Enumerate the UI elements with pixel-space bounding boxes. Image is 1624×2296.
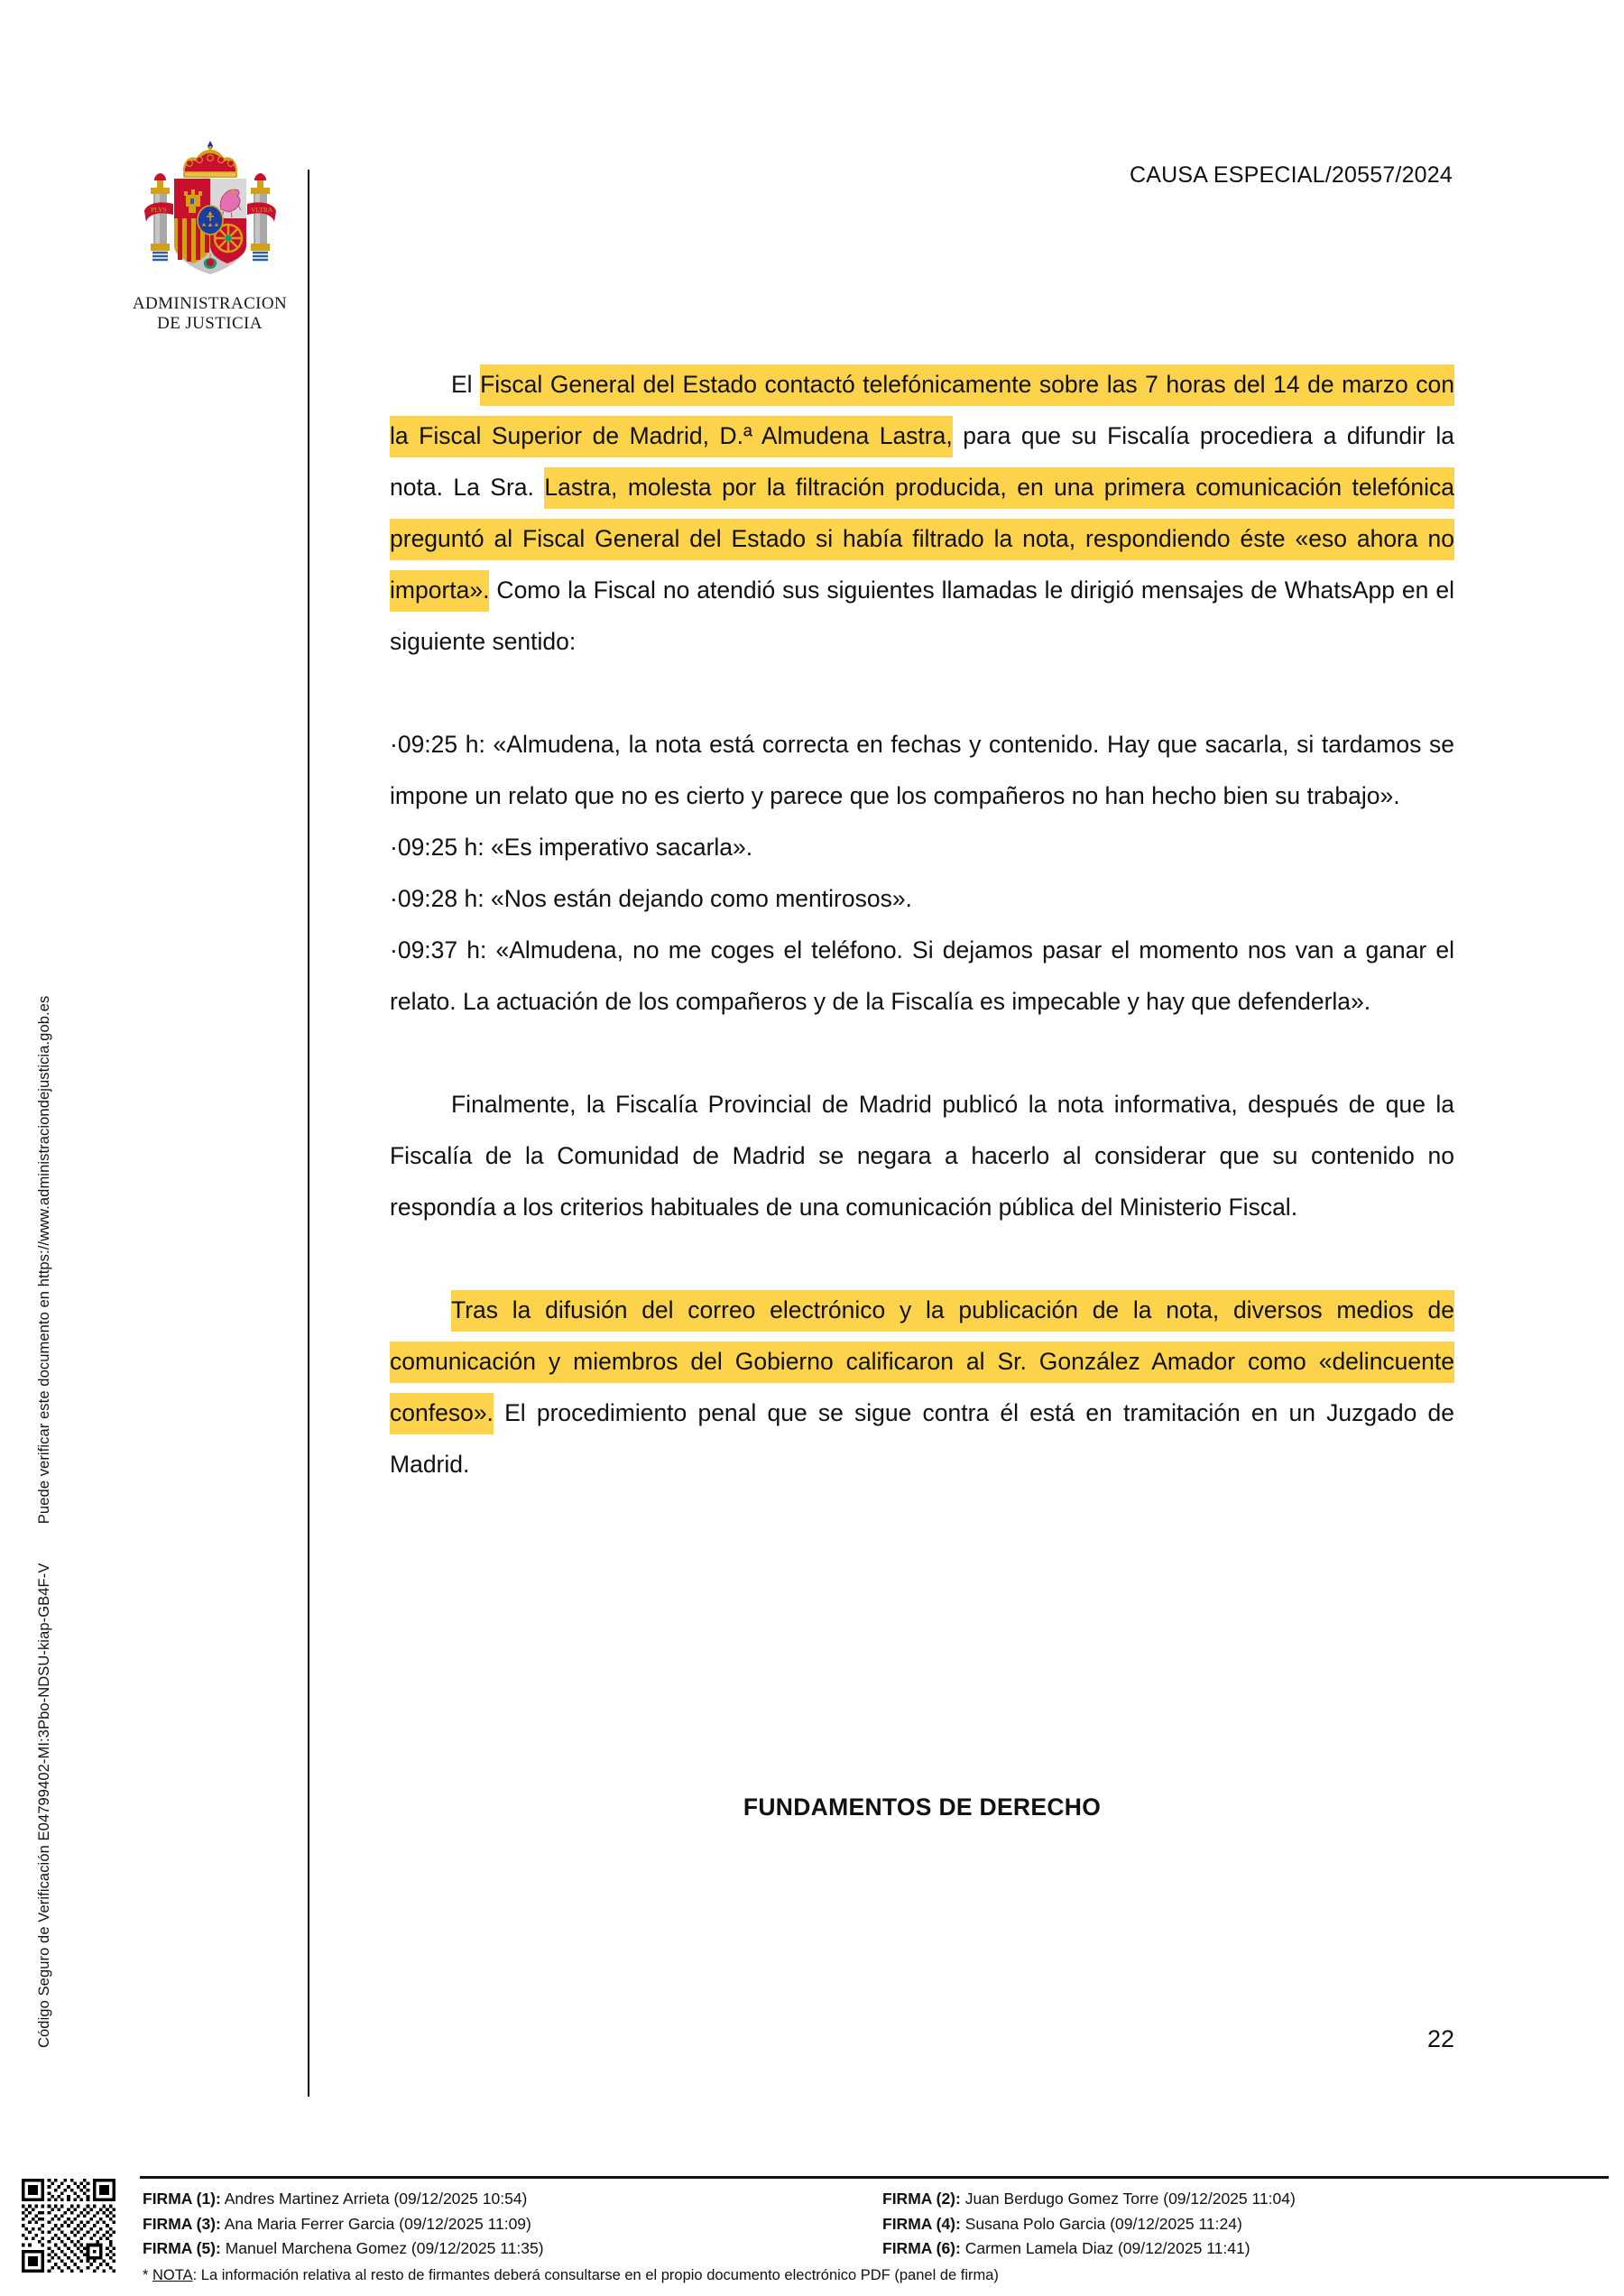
signature-column-left [143,2187,873,2262]
signature-line [143,2236,873,2262]
svg-text:VLTRA: VLTRA [250,206,272,214]
footer-note-rest: : La información relativa al resto de firmantes deberá consultarse en el propio documento electrónico PDF (panel de firma) [192,2266,999,2283]
signature-value: Juan Berdugo Gomez Torre (09/12/2025 11:04) [964,2190,1296,2208]
signature-line [882,2212,1613,2237]
signature-value: Andres Martinez Arrieta (09/12/2025 10:54) [224,2190,528,2208]
whatsapp-message-item: ·09:28 h: «Nos están dejando como mentirosos». [390,885,912,912]
verification-code-label: Código Seguro de Verificación E04799402-MI:3Pbo-NDSU-kiap-GB4F-V [36,1563,52,2048]
signature-line [143,2187,873,2212]
para3-highlight-1: Tras la difusión del correo electrónico y la publicación de la nota, diversos medios de comunicación y miembros del Gobierno calificaron al Sr. González Amador como «delincuente confeso». [390,1290,1454,1434]
qr-code [22,2179,115,2273]
footer-note-keyword: NOTA [152,2266,193,2283]
emblem-caption-line1: ADMINISTRACION [132,294,288,313]
signature-line [882,2236,1613,2262]
spain-coat-of-arms-icon [134,134,287,291]
whatsapp-message-item: ·09:25 h: «Es imperativo sacarla». [390,834,753,861]
signature-value: Carmen Lamela Diaz (09/12/2025 11:41) [964,2239,1250,2257]
para1-seg5: Como la Fiscal no atendió sus siguientes llamadas le dirigió mensajes de WhatsApp en el siguiente sentido: [390,576,1454,655]
signature-label: FIRMA (1): [143,2190,221,2208]
verification-url-text: Puede verificar este documento en https://www.administraciondejusticia.gob.es [36,995,52,1525]
signature-footer [143,2187,1613,2288]
paragraph-difusion [390,1285,1454,1490]
signature-label: FIRMA (5): [143,2239,221,2257]
whatsapp-message-item: ·09:25 h: «Almudena, la nota está correcta en fechas y contenido. Hay que sacarla, si tardamos se impone un relato que no es cierto y parece que los compañeros no han hecho bien su trabajo». [390,731,1454,809]
footer-divider [140,2176,1609,2179]
emblem-caption-line2: DE JUSTICIA [157,314,263,334]
whatsapp-message-item: ·09:37 h: «Almudena, no me coges el teléfono. Si dejamos pasar el momento nos van a ganar el relato. La actuación de los compañeros y de la Fiscalía es impecable y hay que defenderla». [390,936,1454,1015]
footer-note-prefix: * [143,2266,153,2283]
paragraph-spacer-2 [390,1028,1454,1079]
signature-column-right [873,2187,1613,2262]
verification-sidebar-text [36,171,53,2048]
signature-line [882,2187,1613,2212]
para1-seg3: para que su Fiscalía procediera a difundir la nota. La Sra. [390,422,1455,501]
para1-highlight-2: Lastra, molesta por la filtración producida, en una primera comunicación telefónica preguntó al Fiscal General del Estado si había filtrado la nota, respondiendo éste «eso ahora no importa». [390,467,1454,612]
signature-label: FIRMA (6): [882,2239,961,2257]
coat-of-arms-block [117,134,302,335]
para3-seg2: El procedimiento penal que se sigue contra él está en tramitación en un Juzgado de Madrid. [390,1399,1454,1478]
paragraph-finalmente: Finalmente, la Fiscalía Provincial de Madrid publicó la nota informativa, después de que la Fiscalía de la Comunidad de Madrid se negara a hacerlo al considerar que su contenido no respondía a los criterios habituales de una comunicación pública del Ministerio Fiscal. [390,1091,1454,1221]
signature-label: FIRMA (3): [143,2214,221,2233]
signature-line [143,2212,873,2237]
paragraph-phone-contact [390,359,1454,668]
signature-value: Ana Maria Ferrer Garcia (09/12/2025 11:09) [224,2214,531,2233]
svg-text:PLVS: PLVS [150,206,167,214]
emblem-caption [117,294,302,335]
signature-value: Manuel Marchena Gomez (09/12/2025 11:35) [225,2239,544,2257]
section-heading-fundamentos: FUNDAMENTOS DE DERECHO [743,1793,1102,1821]
verification-sidebar [0,0,108,2147]
para1-seg1: El [451,371,481,398]
document-body [390,359,1454,1490]
page-number: 22 [1426,2025,1454,2052]
signature-label: FIRMA (2): [882,2190,961,2208]
case-header: CAUSA ESPECIAL/20557/2024 [1129,162,1453,188]
footer-note [143,2264,1613,2289]
paragraph-spacer-1 [390,668,1454,719]
margin-divider [308,170,309,2097]
para1-highlight-1: Fiscal General del Estado contactó telefónicamente sobre las 7 horas del 14 de marzo con la Fiscal Superior de Madrid, D.ª Almudena Lastra, [390,364,1454,457]
signature-label: FIRMA (4): [882,2214,961,2233]
paragraph-spacer-3 [390,1233,1454,1285]
signature-value: Susana Polo Garcia (09/12/2025 11:24) [964,2214,1242,2233]
